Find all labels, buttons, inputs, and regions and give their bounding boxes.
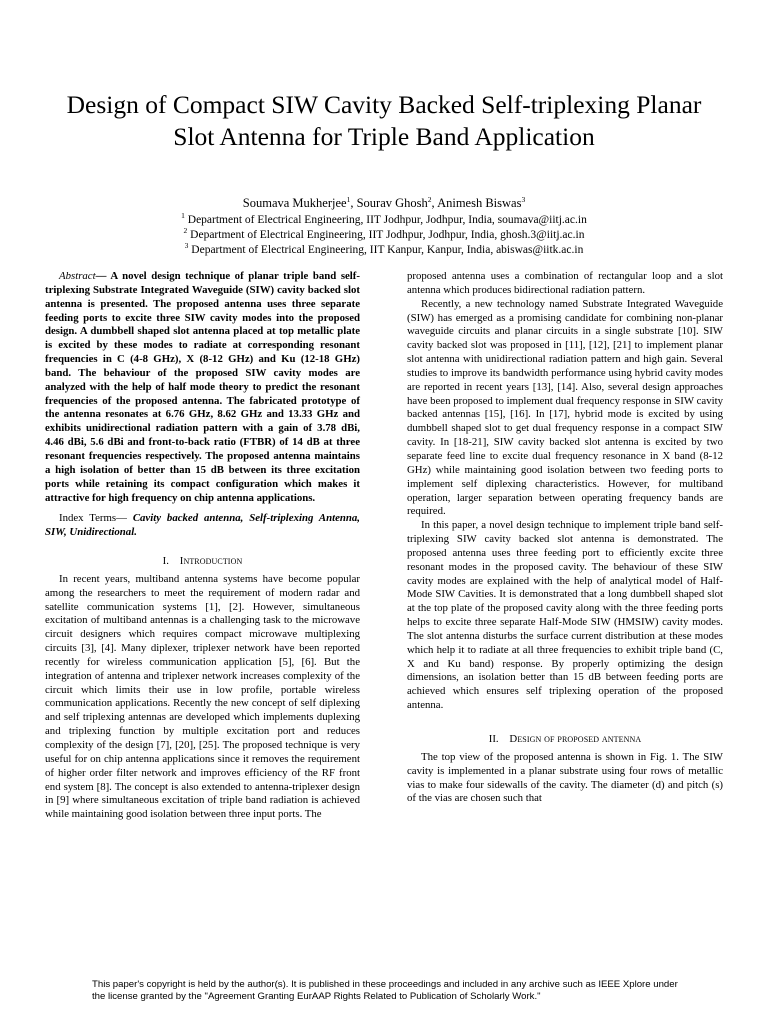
- author-affil-mark: 2: [427, 194, 432, 204]
- affiliation: [60, 213, 708, 228]
- abstract: [45, 270, 360, 505]
- section-number: II.: [488, 733, 499, 745]
- body-paragraph: The top view of the proposed antenna is shown in Fig. 1. The SIW cavity is implemented in a planar substrate using four rows of metallic vias to make four sidewalls of the cavity. The diameter (d) and pitch (s) of the vias are chosen such that: [407, 750, 723, 805]
- copyright-footer: This paper's copyright is held by the author(s). It is published in these proceedings and included in any archive such as IEEE Xplore under the license granted by the "Agreement Granting EurAAP Rights Related to Publication of Scholarly Work.": [92, 979, 678, 1002]
- index-terms: [45, 512, 360, 540]
- author-affil-mark: 3: [521, 194, 526, 204]
- index-terms-label: Index Terms—: [59, 512, 127, 525]
- section-heading-design: [407, 733, 723, 747]
- body-paragraph: proposed antenna uses a combination of rectangular loop and a slot antenna which produces bidirectional radiation pattern.: [407, 270, 723, 296]
- affiliation-mark: 3: [184, 241, 189, 251]
- affiliation-text: Department of Electrical Engineering, IIT Jodhpur, Jodhpur, India, soumava@iitj.ac.in: [184, 214, 587, 226]
- section-title: Design of proposed antenna: [509, 733, 642, 745]
- section-heading-introduction: [45, 555, 360, 569]
- affiliation: [60, 243, 708, 258]
- section-title: Introduction: [179, 555, 243, 568]
- affiliation-mark: 1: [181, 211, 185, 221]
- body-paragraph: In this paper, a novel design technique to implement triple band self-triplexing SIW cavity backed slot antenna is demonstrated. The proposed antenna uses three feeding port to efficiently excite three resonant modes in the proposed cavity. The behaviour of these SIW cavity modes are explained with the help of analytical model of Half-Mode SIW Cavities. It is demonstrated that a long dumbbell shaped slot at the top plate of the proposed cavity along with the three feeding ports helps to excite three separate Half-Mode SIW (HMSIW) cavity modes. The slot antenna disturbs the surface current distribution at these modes which help it to radiate at all three frequencies to exhibit triple band (C, X and Ku band) response. By properly optimizing the design dimensions, an isolation better than 15 dB between feeding ports are achieved which ensures self triplexing operation of the proposed antenna.: [407, 519, 723, 712]
- abstract-label: Abstract: [59, 270, 96, 282]
- author-separator: ,: [350, 196, 357, 210]
- author-separator: ,: [431, 196, 438, 210]
- right-column: [407, 270, 723, 806]
- author-name: Soumava Mukherjee: [242, 196, 347, 210]
- body-paragraph: Recently, a new technology named Substrate Integrated Waveguide (SIW) has emerged as a promising candidate for combining non-planar waveguide circuits and planar circuits in a single substrate [10]. SIW cavity backed slot was proposed in [11], [12], [21] to implement planar slot antenna with unidirectional radiation pattern and high gain. Several studies to improve its bandwidth performance using hybrid cavity modes are reported in recent years [13], [14]. Also, several design approaches have been proposed to implement dual frequency response in SIW cavity backed antennas [15], [16]. In [17], hybrid mode is excited by using dumbbell shaped slot to get dual frequency response in a compact SIW cavity. In [18-21], SIW cavity backed slot antenna is excited by two separate feed line to excite dual frequency resonance in X band (8-12 GHz) while maintaining good isolation between two feeding ports to implement self diplexing characteristics. However, for multiband operation, larger separation between operating frequency bands are required.: [407, 297, 723, 518]
- index-terms-text: Cavity backed antenna, Self-triplexing Antenna, SIW, Unidirectional.: [45, 512, 360, 539]
- abstract-text: — A novel design technique of planar triple band self-triplexing Substrate Integrated Waveguide (SIW) cavity backed slot antenna is presented. The proposed antenna uses three separate feeding ports to excite three SIW cavity modes into the proposed design. A dumbbell shaped slot antenna placed at top metallic plate is excited by these modes to radiate at corresponding resonant frequencies in C (4-8 GHz), X (8-12 GHz) and Ku (12-18 GHz) band. The behaviour of the proposed SIW cavity modes are analyzed with the help of half mode theory to predict the resonant frequencies of the proposed antenna. The fabricated prototype of the antenna resonates at 6.76 GHz, 8.62 GHz and 13.33 GHz and exhibits unidirectional radiation pattern with a gain of 3.78 dBi, 4.46 dBi, 5.6 dBi and front-to-back ratio (FTBR) of 14 dB at three resonant frequencies respectively. The proposed antenna maintains a high isolation of better than 15 dB between its three excitation ports while retaining its compact configuration which makes it attractive for high frequency on chip antenna applications.: [45, 270, 360, 504]
- affiliation-mark: 2: [183, 226, 188, 236]
- author-affil-mark: 1: [346, 194, 351, 204]
- affiliation-text: Department of Electrical Engineering, IIT Jodhpur, Jodhpur, India, ghosh.3@iitj.ac.in: [187, 229, 585, 241]
- paper-title: Design of Compact SIW Cavity Backed Self-triplexing Planar Slot Antenna for Triple Band Application: [66, 90, 702, 151]
- section-number: I.: [162, 555, 169, 568]
- affiliation-text: Department of Electrical Engineering, IIT Kanpur, Kanpur, India, abiswas@iitk.ac.in: [188, 244, 584, 256]
- section-spacer: [407, 713, 723, 733]
- left-column: [45, 270, 360, 822]
- author-list: [60, 195, 708, 211]
- author-name: Animesh Biswas: [437, 196, 522, 210]
- affiliation-list: [60, 213, 708, 258]
- body-paragraph: In recent years, multiband antenna systems have become popular among the researchers to meet the requirement of modern radar and satellite communication systems [1], [2]. However, simultaneous excitation of multiband antennas is a challenging task to the microwave circuit designers which requires compact microwave multiplexing circuits [3], [4]. Many diplexer, triplexer network have been reported recently for wireless communication application [5], [6]. But the integration of antenna and triplexer network increases complexity of the circuit which limits their use in low profile, portable wireless communication applications. Recently the new concept of self diplexing and self triplexing antennas are developed which implements duplexing and triplexing function by multiple excitation port and reduces complexity of the design [7], [20], [25]. The proposed technique is very useful for on chip antenna applications since it removes the requirement of higher order filter network and improves efficiency of the RF front end system [8]. The concept is also extended to antenna-triplexer design in [9] where simultaneous excitation of triple band radiation is achieved while maintaining good isolation between three input ports. The: [45, 572, 360, 821]
- author-name: Sourav Ghosh: [356, 196, 428, 210]
- affiliation: [60, 228, 708, 243]
